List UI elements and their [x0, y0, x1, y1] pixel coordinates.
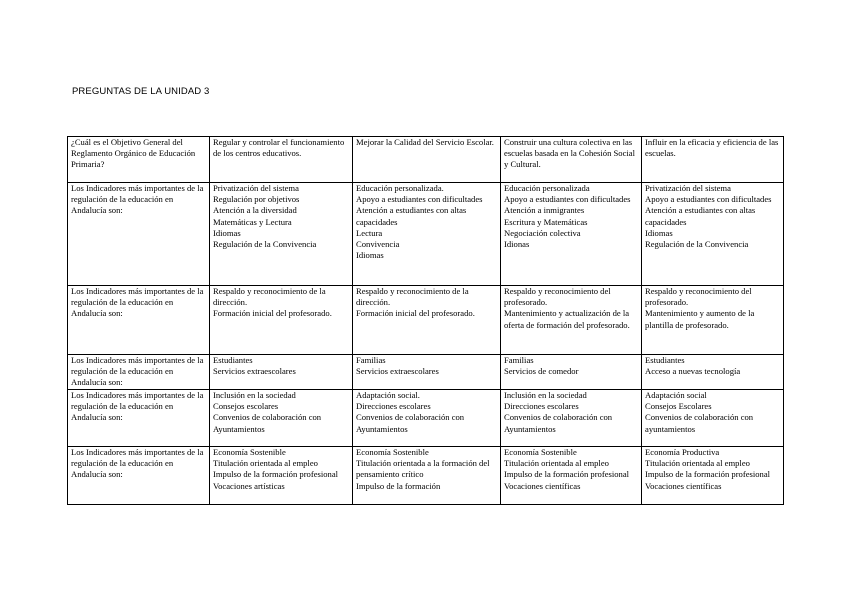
cell-line: Economía Sostenible: [213, 447, 286, 457]
answer-cell: [642, 137, 784, 183]
table-row: [68, 447, 784, 505]
cell-line: Atención a inmigrantes: [504, 205, 585, 216]
cell-line: Economía Sostenible: [504, 447, 577, 457]
cell-line: Titulación orientada a la formación del pensamiento crítico: [356, 458, 490, 480]
cell-line: Impulso de la formación: [356, 480, 441, 491]
question-cell: [68, 137, 210, 183]
cell-line: Inclusión en la sociedad: [504, 390, 587, 400]
cell-line: Titulación orientada al empleo: [645, 458, 750, 469]
cell-line: Servicios extraescolares: [213, 366, 296, 377]
answer-cell: [210, 137, 353, 183]
table-row: [68, 183, 784, 286]
cell-line: Influir en la eficacia y eficiencia de las escuelas.: [645, 137, 779, 159]
cell-line: Direcciones escolares: [504, 401, 579, 412]
cell-line: Los Indicadores más importantes de la regulación de la educación en Andalucía son:: [71, 447, 204, 480]
cell-line: Vocaciones artísticas: [213, 480, 285, 491]
table-row: [68, 286, 784, 355]
cell-line: Matemáticas y Lectura: [213, 216, 292, 227]
cell-line: Los Indicadores más importantes de la regulación de la educación en Andalucía son:: [71, 183, 204, 216]
cell-line: Los Indicadores más importantes de la regulación de la educación en Andalucía son:: [71, 390, 204, 423]
cell-line: Convenios de colaboración con Ayuntamientos: [213, 412, 322, 434]
cell-line: Convivencia: [356, 239, 400, 250]
page-title: PREGUNTAS DE LA UNIDAD 3: [72, 86, 210, 97]
cell-line: Direcciones escolares: [356, 401, 431, 412]
cell-line: Idiomas: [645, 227, 673, 238]
cell-line: Educación personalizada: [504, 183, 590, 193]
answer-cell: [210, 390, 353, 447]
cell-line: Vocaciones científicas: [645, 480, 722, 491]
question-cell: [68, 447, 210, 505]
answer-cell: [353, 137, 501, 183]
cell-line: Adaptación social: [645, 390, 707, 400]
answer-cell: [210, 286, 353, 355]
answer-cell: [210, 355, 353, 390]
answer-cell: [642, 286, 784, 355]
answer-cell: [210, 447, 353, 505]
answer-cell: [353, 390, 501, 447]
cell-line: Acceso a nuevas tecnología: [645, 366, 741, 377]
answer-cell: [501, 447, 642, 505]
answer-cell: [501, 183, 642, 286]
answer-cell: [642, 183, 784, 286]
cell-line: Estudiantes: [645, 355, 685, 365]
cell-line: Privatización del sistema: [645, 183, 731, 193]
cell-line: Atención a estudiantes con altas capacidades: [356, 205, 467, 227]
cell-line: Regulación por objetivos: [213, 194, 300, 205]
cell-line: Idionas: [504, 239, 530, 250]
cell-line: Vocaciones científicas: [504, 480, 581, 491]
cell-line: Economía Productiva: [645, 447, 720, 457]
answer-cell: [353, 447, 501, 505]
question-cell: [68, 183, 210, 286]
table-row: [68, 137, 784, 183]
questions-table: [67, 136, 784, 505]
cell-line: Construir una cultura colectiva en las escuelas basada en la Cohesión Social y Cultural.: [504, 137, 636, 170]
cell-line: Impulso de la formación profesional: [213, 469, 339, 480]
cell-line: Mejorar la Calidad del Servicio Escolar.: [356, 137, 494, 147]
answer-cell: [642, 447, 784, 505]
cell-line: Respaldo y reconocimiento del profesorado.: [645, 286, 752, 308]
cell-line: Familias: [504, 355, 534, 365]
cell-line: Escritura y Matemáticas: [504, 216, 588, 227]
cell-line: Regulación de la Convivencia: [213, 239, 317, 250]
cell-line: Idiomas: [356, 250, 384, 261]
cell-line: Familias: [356, 355, 386, 365]
answer-cell: [642, 355, 784, 390]
question-cell: [68, 390, 210, 447]
cell-line: Impulso de la formación profesional: [645, 469, 771, 480]
cell-line: Regular y controlar el funcionamiento de los centros educativos.: [213, 137, 345, 159]
table-row: [68, 355, 784, 390]
cell-line: Mantenimiento y actualización de la oferta de formación del profesorado.: [504, 308, 630, 330]
cell-line: Formación inicial del profesorado.: [213, 308, 332, 319]
cell-line: Respaldo y reconocimiento del profesorado.: [504, 286, 611, 308]
cell-line: Servicios extraescolares: [356, 366, 439, 377]
answer-cell: [501, 355, 642, 390]
answer-cell: [501, 286, 642, 355]
cell-line: Titulación orientada al empleo: [504, 458, 609, 469]
answer-cell: [353, 355, 501, 390]
cell-line: Apoyo a estudiantes con dificultades: [356, 194, 483, 205]
cell-line: Economía Sostenible: [356, 447, 429, 457]
cell-line: Respaldo y reconocimiento de la dirección.: [213, 286, 326, 308]
cell-line: Idiomas: [213, 227, 241, 238]
cell-line: Regulación de la Convivencia: [645, 239, 749, 250]
question-cell: [68, 286, 210, 355]
cell-line: Atención a estudiantes con altas capacidades: [645, 205, 756, 227]
cell-line: Inclusión en la sociedad: [213, 390, 296, 400]
cell-line: Los Indicadores más importantes de la regulación de la educación en Andalucía son:: [71, 286, 204, 319]
answer-cell: [210, 183, 353, 286]
answer-cell: [501, 137, 642, 183]
table-row: [68, 390, 784, 447]
cell-line: Atención a la diversidad: [213, 205, 297, 216]
answer-cell: [642, 390, 784, 447]
cell-line: Convenios de colaboración con ayuntamientos: [645, 412, 754, 434]
cell-line: Convenios de colaboración con Ayuntamientos: [504, 412, 613, 434]
answer-cell: [353, 183, 501, 286]
cell-line: ¿Cuál es el Objetivo General del Reglamento Orgánico de Educación Primaria?: [71, 137, 196, 170]
cell-line: Respaldo y reconocimiento de la dirección.: [356, 286, 469, 308]
cell-line: Mantenimiento y aumento de la plantilla de profesorado.: [645, 308, 755, 330]
cell-line: Impulso de la formación profesional: [504, 469, 630, 480]
cell-line: Apoyo a estudiantes con dificultades: [645, 194, 772, 205]
cell-line: Consejos Escolares: [645, 401, 712, 412]
answer-cell: [501, 390, 642, 447]
cell-line: Adaptación social.: [356, 390, 420, 400]
question-cell: [68, 355, 210, 390]
cell-line: Estudiantes: [213, 355, 253, 365]
cell-line: Negociación colectiva: [504, 227, 581, 238]
cell-line: Convenios de colaboración con Ayuntamientos: [356, 412, 465, 434]
cell-line: Titulación orientada al empleo: [213, 458, 318, 469]
cell-line: Apoyo a estudiantes con dificultades: [504, 194, 631, 205]
cell-line: Lectura: [356, 227, 383, 238]
cell-line: Los Indicadores más importantes de la regulación de la educación en Andalucía son:: [71, 355, 204, 388]
cell-line: Servicios de comedor: [504, 366, 579, 377]
answer-cell: [353, 286, 501, 355]
cell-line: Consejos escolares: [213, 401, 279, 412]
cell-line: Privatización del sistema: [213, 183, 299, 193]
cell-line: Formación inicial del profesorado.: [356, 308, 475, 319]
cell-line: Educación personalizada.: [356, 183, 444, 193]
